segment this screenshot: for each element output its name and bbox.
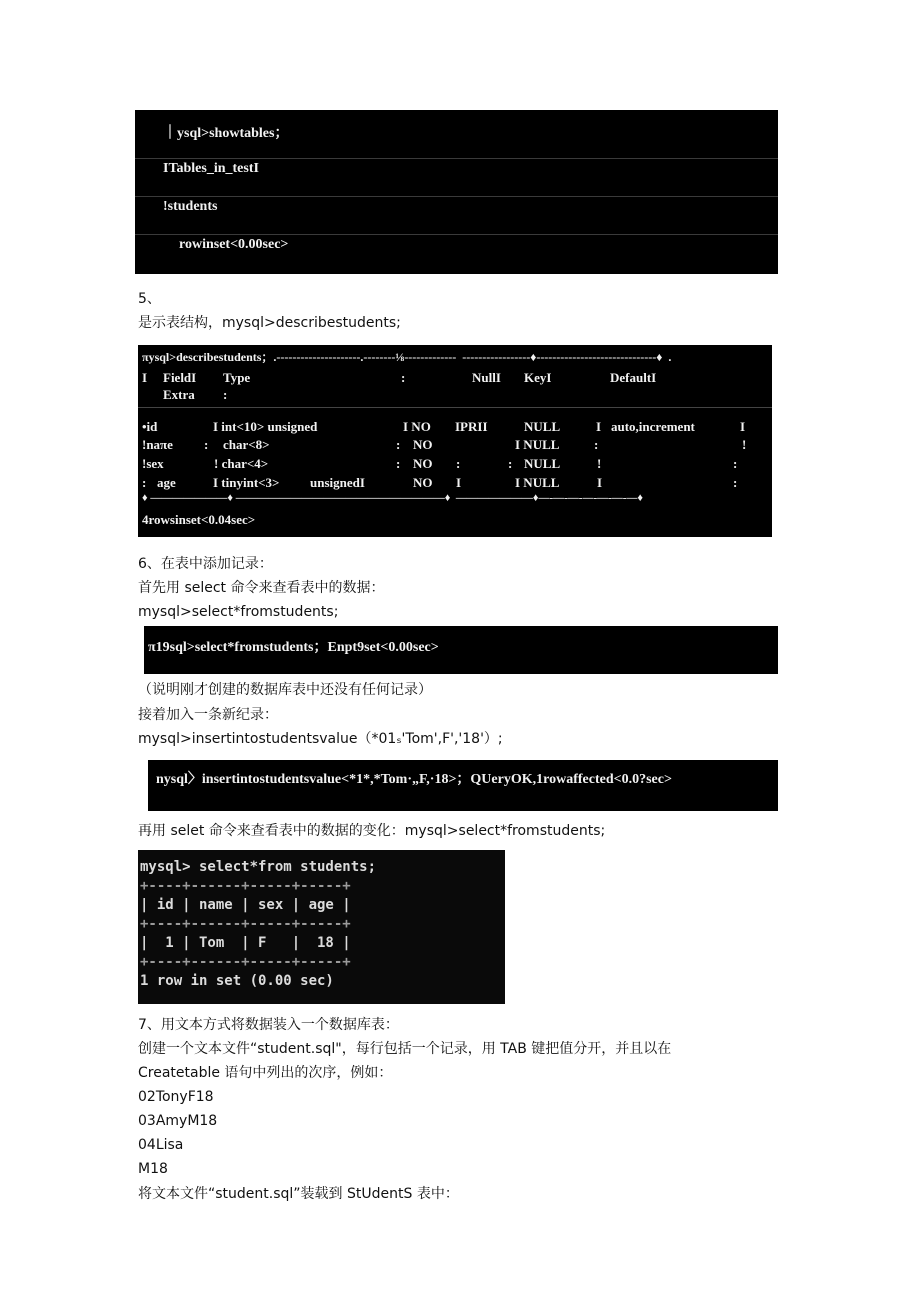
console-line: mysql> select*from students; xyxy=(140,859,377,875)
terminal-describe xyxy=(138,345,772,537)
row-name-default: I NULL xyxy=(515,437,560,452)
step-number: 5、 xyxy=(138,291,161,307)
row-age-null: NO xyxy=(413,475,433,490)
header-default: DefaultI xyxy=(610,370,657,385)
header-extra: Extra xyxy=(163,387,195,402)
terminal-line: ｜ysql>showtables； xyxy=(163,126,289,141)
step-text: 再用 selet 命令来查看表中的数据的变化：mysql>select*fromstudents; xyxy=(138,823,606,839)
row-sex-end: : xyxy=(733,456,738,471)
header-colon: : xyxy=(223,387,228,402)
row-age-default: I NULL xyxy=(515,475,560,490)
row-id-extra: auto,increment xyxy=(611,419,695,434)
console-line: +----+------+-----+-----+ xyxy=(140,954,351,970)
step-title: 7、用文本方式将数据装入一个数据库表： xyxy=(138,1017,399,1033)
terminal-line: ITables_in_testI xyxy=(163,161,259,176)
row-sex-sep: ! xyxy=(597,456,602,471)
record-line: 02TonyF18 xyxy=(138,1089,214,1105)
row-id-end: I xyxy=(740,419,746,434)
row-sex-sep: : xyxy=(396,456,401,471)
step-text: mysql>select*fromstudents; xyxy=(138,604,339,620)
terminal-show-tables xyxy=(135,110,778,274)
terminal-select-empty xyxy=(144,626,778,674)
console-line: +----+------+-----+-----+ xyxy=(140,916,351,932)
row-sex-sep: : xyxy=(508,456,513,471)
record-line: 03AmyM18 xyxy=(138,1113,218,1129)
header-type: Type xyxy=(223,370,251,385)
row-id-field: •id xyxy=(142,419,158,434)
row-age-field: age xyxy=(157,475,176,490)
row-name-sep: : xyxy=(204,437,209,452)
row-sex-field: !sex xyxy=(142,456,164,471)
step-text: 首先用 select 命令来查看表中的数据： xyxy=(138,580,385,596)
row-name-type: char<8> xyxy=(223,437,270,452)
row-age-end: : xyxy=(733,475,738,490)
step-text: Createtable 语句中列出的次序，例如： xyxy=(138,1065,393,1081)
header-field: FieldI xyxy=(163,370,197,385)
terminal-line: ♦ ———————♦ ———————————————————♦ ———————♦—-—-—-—-—-—-—♦ xyxy=(142,492,644,504)
record-line: 04Lisa xyxy=(138,1137,184,1153)
row-id-sep: I xyxy=(596,419,602,434)
row-sex-sep: : xyxy=(456,456,461,471)
row-age-lead: : xyxy=(142,475,147,490)
terminal-line: πysql>describestudents；.---------------------.--------⅛------------- -----------------♦------------------------------♦ . xyxy=(142,350,672,364)
row-sex-null: NO xyxy=(413,456,433,471)
row-name-end: ! xyxy=(742,437,747,452)
header-marker: I xyxy=(142,370,148,385)
row-age-type2: unsignedI xyxy=(310,475,365,490)
row-sex-default: NULL xyxy=(524,456,561,471)
row-name-sep: : xyxy=(594,437,599,452)
step-text: 将文本文件“student.sql”装载到 StUdentS 表中： xyxy=(138,1186,459,1202)
header-null: NullI xyxy=(472,370,501,385)
terminal-line: 4rowsinset<0.04sec> xyxy=(142,512,256,527)
header-colon: : xyxy=(401,370,406,385)
step-note: （说明刚才创建的数据库表中还没有任何记录） xyxy=(138,682,432,698)
row-name-field: !naπe xyxy=(142,437,173,452)
terminal-line: !students xyxy=(163,199,218,214)
header-key: KeyI xyxy=(524,370,552,385)
row-sex-type: ! char<4> xyxy=(214,456,269,471)
console-line: +----+------+-----+-----+ xyxy=(140,878,351,894)
record-line: M18 xyxy=(138,1161,168,1177)
row-id-key: IPRII xyxy=(455,419,488,434)
row-age-key: I xyxy=(456,475,462,490)
terminal-line: nysql〉insertintostudentsvalue<*1*,*Tom·„F,·18>；QUeryOK,1rowaffected<0.0?sec> xyxy=(156,772,672,787)
row-id-null: I NO xyxy=(403,419,431,434)
step-text: mysql>insertintostudentsvalue（*01ₛ'Tom',F','18'）; xyxy=(138,731,503,747)
console-line: | id | name | sex | age | xyxy=(140,897,351,913)
console-line: | 1 | Tom | F | 18 | xyxy=(140,935,351,951)
console-screenshot xyxy=(138,850,505,1004)
terminal-insert xyxy=(148,760,778,811)
row-id-type: I int<10> unsigned xyxy=(213,419,318,434)
row-age-type: I tinyint<3> xyxy=(213,475,280,490)
step-text: 创建一个文本文件“student.sql"，每行包括一个记录，用 TAB 键把值分开，并且以在 xyxy=(138,1041,672,1057)
terminal-line: π19sql>select*fromstudents；Enpt9set<0.00sec> xyxy=(148,640,439,655)
row-id-default: NULL xyxy=(524,419,561,434)
row-name-sep: : xyxy=(396,437,401,452)
step-title: 6、在表中添加记录： xyxy=(138,556,273,572)
terminal-line: rowinset<0.00sec> xyxy=(179,237,289,252)
step-caption: 是示表结构，mysql>describestudents; xyxy=(138,315,401,331)
row-age-sep: I xyxy=(597,475,603,490)
row-name-null: NO xyxy=(413,437,433,452)
step-text: 接着加入一条新纪录： xyxy=(138,707,278,723)
console-line: 1 row in set (0.00 sec) xyxy=(140,973,334,989)
